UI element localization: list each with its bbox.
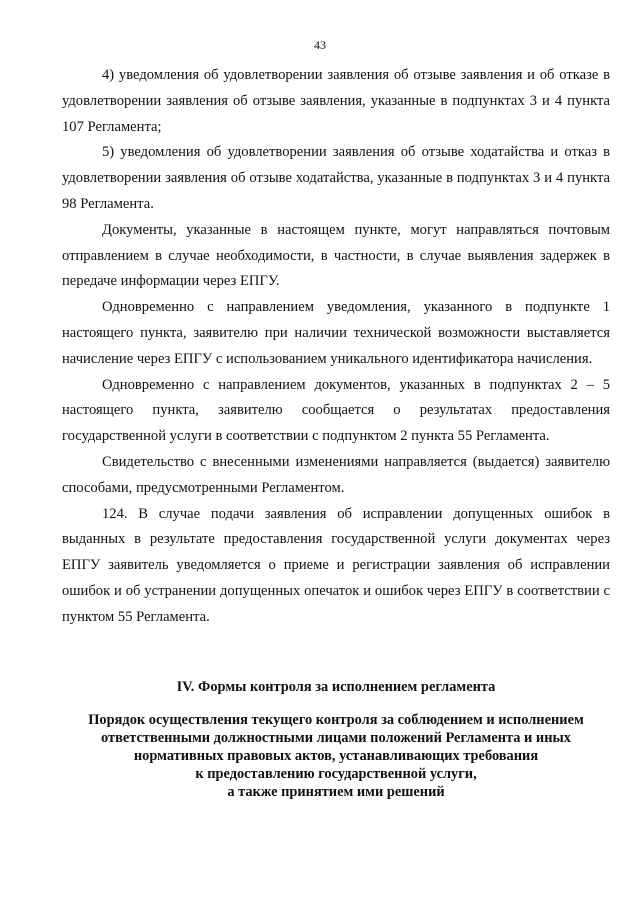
paragraph-124: 124. В случае подачи заявления об исправлении допущенных ошибок в выданных в результате предоставления государственной услуги документах через ЕПГУ заявитель уведомляется о приеме и регистрации заявления об исправлении ошибок и об устранении допущенных опечаток и ошибок через ЕПГУ в соответствии с пунктом 55 Регламента. xyxy=(62,505,610,625)
section-heading: IV. Формы контроля за исполнением регламента xyxy=(176,679,496,695)
paragraph-certificate: Свидетельство с внесенными изменениями направляется (выдается) заявителю способами, предусмотренными Регламентом. xyxy=(62,453,610,496)
paragraph-result-notice: Одновременно с направлением документов, указанных в подпунктах 2 – 5 настоящего пункта, заявителю сообщается о результатах предоставления государственной услуги в соответствии с подпунктом 2 пункта 55 Регламента. xyxy=(62,376,610,445)
subsection-heading-line: ответственными должностными лицами положений Регламента и иных xyxy=(101,730,571,746)
subsection-heading-line: к предоставлению государственной услуги, xyxy=(195,766,477,782)
subsection-heading-line: а также принятием ими решений xyxy=(227,784,445,800)
subsection-heading xyxy=(60,711,612,801)
paragraph-documents-mailing: Документы, указанные в настоящем пункте, могут направляться почтовым отправлением в случае необходимости, в частности, в случае выявления задержек в передаче информации через ЕПГУ. xyxy=(62,221,610,290)
body-text xyxy=(62,63,610,631)
paragraph-item-5: 5) уведомления об удовлетворении заявления об отзыве ходатайства и отказ в удовлетворении заявления об отзыве ходатайства, указанные в подпунктах 3 и 4 пункта 98 Регламента. xyxy=(62,144,610,212)
subsection-heading-line: Порядок осуществления текущего контроля за соблюдением и исполнением xyxy=(88,712,584,728)
page-number: 43 xyxy=(314,38,326,52)
paragraph-item-4: 4) уведомления об удовлетворении заявления об отзыве заявления и об отказе в удовлетворении заявления об отзыве заявления, указанные в подпунктах 3 и 4 пункта 107 Регламента; xyxy=(62,67,610,135)
paragraph-charge-notice: Одновременно с направлением уведомления, указанного в подпункте 1 настоящего пункта, заявителю при наличии технической возможности выставляется начисление через ЕПГУ с использованием уникального идентификатора начисления. xyxy=(62,299,610,367)
subsection-heading-line: нормативных правовых актов, устанавливающих требования xyxy=(133,748,539,764)
